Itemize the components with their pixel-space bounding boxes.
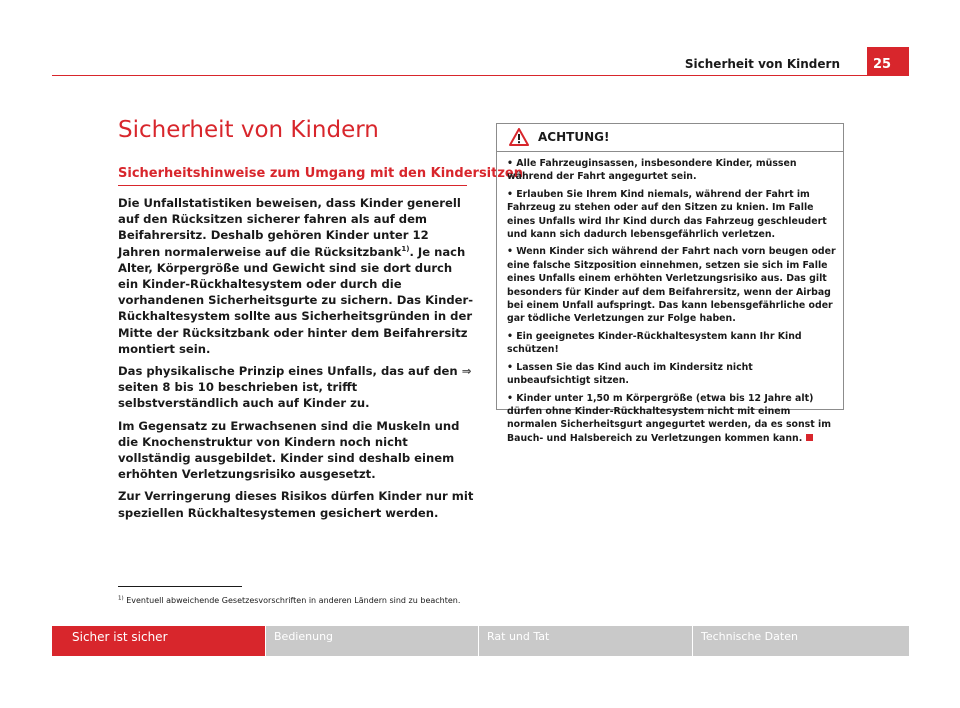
footnote [118,596,460,605]
footnote-ref[interactable]: 1) [401,244,410,253]
warning-item-text: • Kinder unter 1,50 m Körpergröße (etwa bis 12 Jahre alt) dürfen ohne Kinder-Rückhaltesystem nicht mit einem normalen Sicherheitsgurt angegurtet werden, da es sonst im Bauch- und Halsbereich zu Verletzungen kommen kann. [507,392,831,444]
warning-item: • Lassen Sie das Kind auch im Kindersitz nicht unbeaufsichtigt sitzen. [507,361,753,387]
footnote-mark: 1) [118,595,124,602]
paragraph-2 [118,363,474,412]
tab-sicher-ist-sicher[interactable]: Sicher ist sicher [52,626,265,656]
warning-title: ACHTUNG! [538,130,610,144]
footnote-rule [118,586,242,587]
warning-item: • Wenn Kinder sich während der Fahrt nach vorn beugen oder eine falsche Sitzposition einnehmen, setzen sie sich im Falle eines Unfalls einem erhöhten Verletzungsrisiko aus. Das gilt besonders für Kinder auf dem Beifahrersitz, wenn der Airbag bei einem Unfall aufspringt. Das kann lebensgefährliche oder gar tödliche Verletzungen zur Folge haben. [507,246,836,325]
body-text [118,195,474,527]
warning-body [507,157,837,449]
paragraph-3: Im Gegensatz zu Erwachsenen sind die Muskeln und die Knochenstruktur von Kindern noch nicht vollständig ausgebildet. Kinder sind deshalb einem erhöhten Verletzungsrisiko ausgesetzt. [118,418,460,482]
paragraph-1-text-cont: . Je nach Alter, Körpergröße und Gewicht sind sie dort durch ein Kinder-Rückhaltesystem oder durch die vorhandenen Sicherheitsgurte zu sichern. Das Kinder-Rückhaltesystem sollte aus Sicherheitsgründen in der Mitte der Rücksitzbank oder hinter dem Beifahrersitz montiert sein. [118,244,474,356]
subtitle-rule [118,185,467,186]
warning-item: • Erlauben Sie Ihrem Kind niemals, während der Fahrt im Fahrzeug zu stehen oder auf den Sitzen zu knien. Im Falle eines Unfalls wird Ihr Kind durch das Fahrzeug geschleudert und kann sich dadurch lebensgefährlich verletzen. [507,188,827,241]
warning-item [507,392,837,446]
cross-reference-arrow-icon[interactable]: ⇒ [461,364,472,379]
page-number: 25 [867,47,909,76]
paragraph-2-text: Das physikalische Prinzip eines Unfalls, das auf den [118,364,458,379]
paragraph-2-text-cont: seiten 8 bis 10 beschrieben ist, trifft selbstverständlich auch auf Kinder zu. [118,380,370,411]
warning-item: • Ein geeignetes Kinder-Rückhaltesystem kann Ihr Kind schützen! [507,330,802,356]
header-rule [52,75,906,76]
warning-item: • Alle Fahrzeuginsassen, insbesondere Kinder, müssen während der Fahrt angegurtet sein. [507,158,797,183]
tab-rat-und-tat[interactable]: Rat und Tat [479,626,692,656]
warning-triangle-icon [509,128,529,146]
tab-technische-daten[interactable]: Technische Daten [693,626,909,656]
page-title: Sicherheit von Kindern [118,117,379,143]
warning-box [496,123,844,444]
tab-bedienung[interactable]: Bedienung [266,626,478,656]
warning-header [497,124,843,151]
warning-divider [497,151,843,152]
footnote-text: Eventuell abweichende Gesetzesvorschriften in anderen Ländern sind zu beachten. [126,596,461,605]
running-header-title: Sicherheit von Kindern [684,57,840,71]
paragraph-4: Zur Verringerung dieses Risikos dürfen Kinder nur mit speziellen Rückhaltesystemen gesichert werden. [118,489,474,520]
paragraph-1 [118,195,474,357]
section-subtitle: Sicherheitshinweise zum Umgang mit den Kindersitzen [118,166,523,181]
end-mark-icon [806,434,813,441]
paragraph-1-text: Die Unfallstatistiken beweisen, dass Kinder generell auf den Rücksitzen sicherer fahren als auf dem Beifahrersitz. Deshalb gehören Kinder unter 12 Jahren normalerweise auf die Rücksitzbank [118,196,461,259]
